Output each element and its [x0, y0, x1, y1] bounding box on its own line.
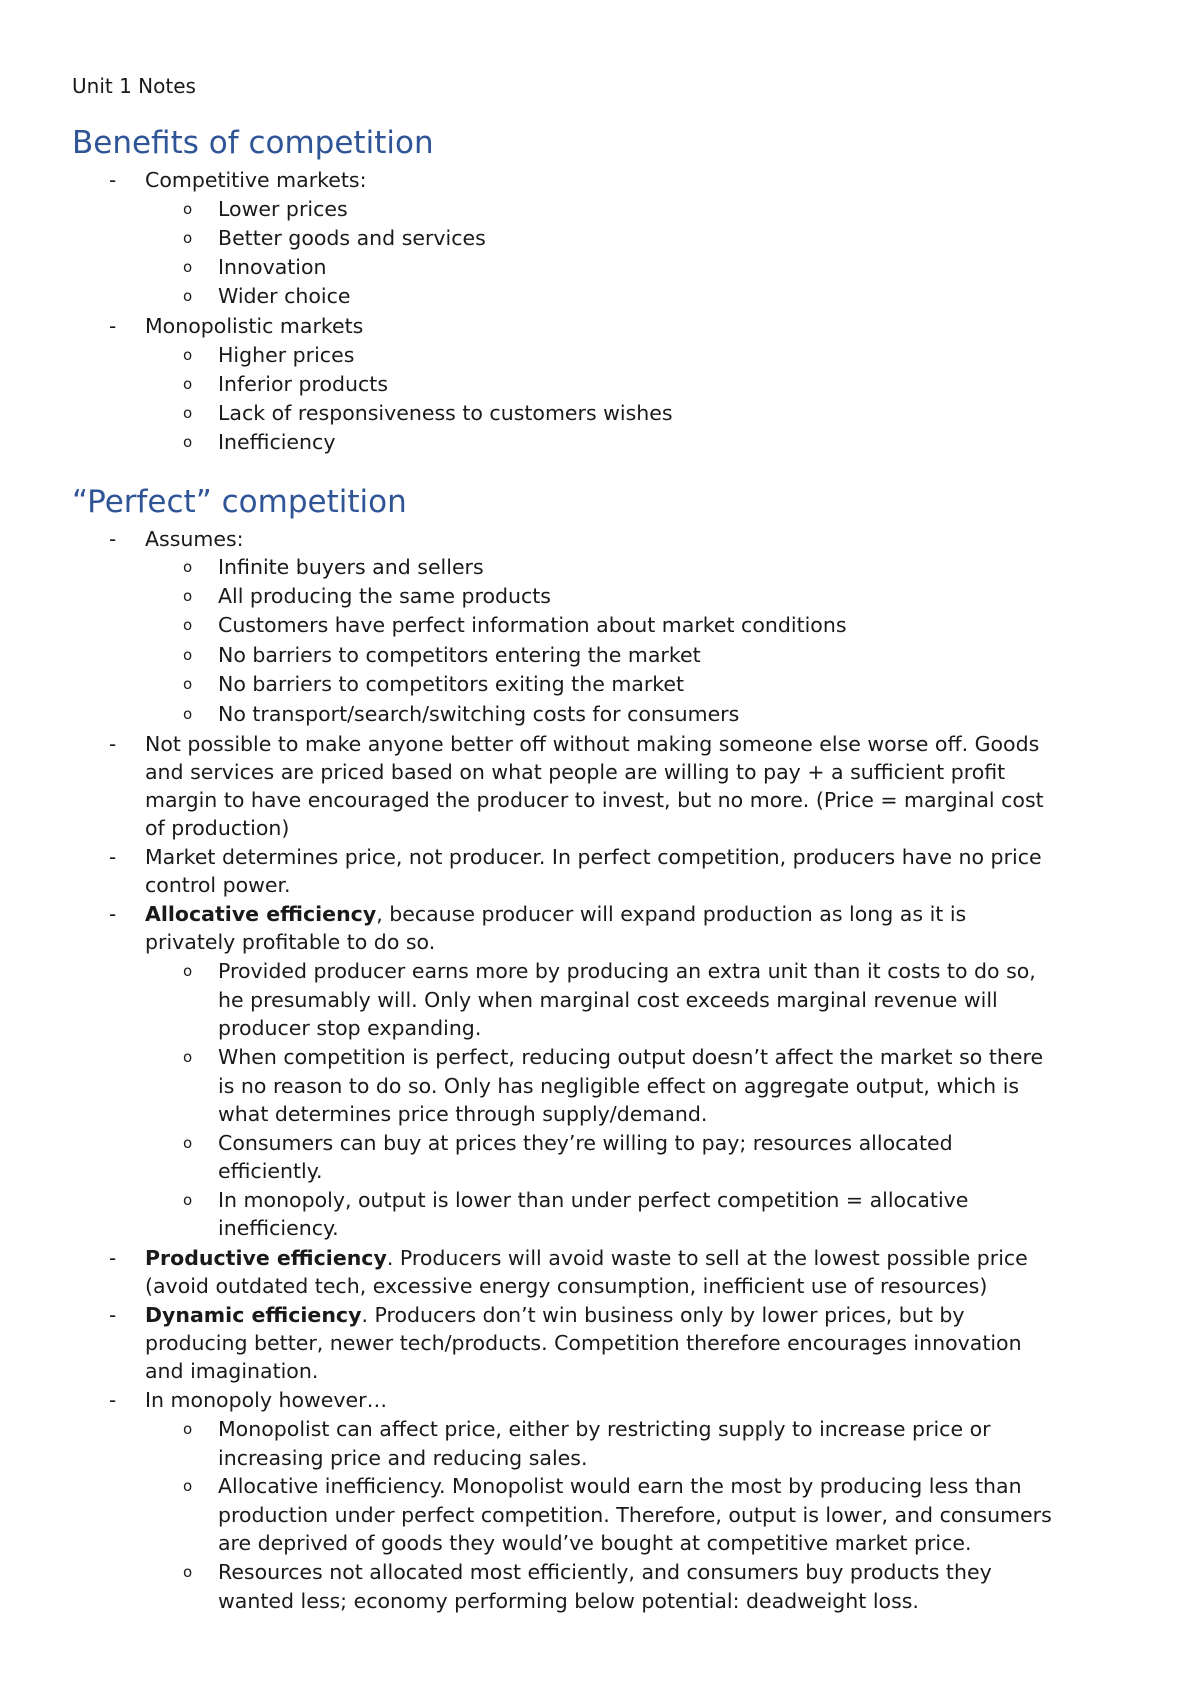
dash-marker: - [109, 902, 117, 926]
dash-marker: - [109, 314, 117, 338]
list-item: Inefficiency [218, 430, 336, 454]
bullet-marker: o [183, 258, 193, 276]
bullet-marker: o [183, 558, 193, 576]
list-item: Higher prices [218, 343, 355, 367]
list-item-line: Allocative inefficiency. Monopolist would earn the most by producing less than [218, 1474, 1022, 1498]
bullet-marker: o [183, 404, 193, 422]
list-item-line: Provided producer earns more by producing an extra unit than it costs to do so, [218, 959, 1036, 983]
bullet-marker: o [183, 1477, 193, 1495]
list-item-line: efficiently. [218, 1159, 323, 1183]
monopoly-however-label: In monopoly however… [145, 1388, 388, 1412]
list-item: Wider choice [218, 284, 351, 308]
list-item-line: Resources not allocated most efficiently, and consumers buy products they [218, 1560, 992, 1584]
dash-marker: - [109, 1303, 117, 1327]
list-item-line: production under perfect competition. Therefore, output is lower, and consumers [218, 1503, 1052, 1527]
list-item: Infinite buyers and sellers [218, 555, 484, 579]
list-item: No transport/search/switching costs for consumers [218, 702, 740, 726]
bullet-marker: o [183, 200, 193, 218]
bullet-marker: o [183, 433, 193, 451]
list-item: No barriers to competitors entering the market [218, 643, 701, 667]
assumes-label: Assumes: [145, 527, 244, 551]
list-item: Inferior products [218, 372, 389, 396]
allocative-efficiency-line: privately profitable to do so. [145, 930, 436, 954]
allocative-efficiency-line [145, 900, 966, 928]
competitive-markets-label: Competitive markets: [145, 168, 367, 192]
bullet-marker: o [183, 375, 193, 393]
heading-perfect-competition: “Perfect” competition [72, 484, 407, 520]
allocative-efficiency-term: Allocative efficiency [145, 902, 377, 926]
list-item: Better goods and services [218, 226, 486, 250]
list-item-line: he presumably will. Only when marginal cost exceeds marginal revenue will [218, 988, 998, 1012]
bullet-marker: o [183, 346, 193, 364]
bullet-marker: o [183, 962, 193, 980]
dash-marker: - [109, 732, 117, 756]
bullet-marker: o [183, 229, 193, 247]
dynamic-efficiency-line: producing better, newer tech/products. Competition therefore encourages innovation [145, 1331, 1022, 1355]
bullet-marker: o [183, 1563, 193, 1581]
bullet-marker: o [183, 705, 193, 723]
pareto-line: and services are priced based on what people are willing to pay + a sufficient profit [145, 760, 1006, 784]
bullet-marker: o [183, 587, 193, 605]
market-price-line: Market determines price, not producer. In perfect competition, producers have no price [145, 845, 1042, 869]
pareto-line: margin to have encouraged the producer to invest, but no more. (Price = marginal cost [145, 788, 1044, 812]
list-item: Lower prices [218, 197, 348, 221]
list-item: Lack of responsiveness to customers wishes [218, 401, 673, 425]
list-item-line: Monopolist can affect price, either by restricting supply to increase price or [218, 1417, 991, 1441]
dash-marker: - [109, 168, 117, 192]
list-item: Customers have perfect information about market conditions [218, 613, 847, 637]
dash-marker: - [109, 1388, 117, 1412]
pareto-line: Not possible to make anyone better off without making someone else worse off. Goods [145, 732, 1040, 756]
bullet-marker: o [183, 1048, 193, 1066]
productive-efficiency-line: (avoid outdated tech, excessive energy consumption, inefficient use of resources) [145, 1274, 988, 1298]
list-item-line: In monopoly, output is lower than under perfect competition = allocative [218, 1188, 969, 1212]
bullet-marker: o [183, 675, 193, 693]
productive-efficiency-text: . Producers will avoid waste to sell at the lowest possible price [386, 1246, 1028, 1270]
dynamic-efficiency-line [145, 1301, 965, 1329]
list-item: Innovation [218, 255, 327, 279]
document-title: Unit 1 Notes [72, 74, 196, 98]
productive-efficiency-term: Productive efficiency [145, 1246, 387, 1270]
list-item-line: wanted less; economy performing below potential: deadweight loss. [218, 1589, 919, 1613]
dynamic-efficiency-text: . Producers don’t win business only by lower prices, but by [361, 1303, 965, 1327]
pareto-line: of production) [145, 816, 290, 840]
dash-marker: - [109, 845, 117, 869]
list-item-line: inefficiency. [218, 1216, 339, 1240]
monopolistic-markets-label: Monopolistic markets [145, 314, 364, 338]
bullet-marker: o [183, 1134, 193, 1152]
list-item-line: increasing price and reducing sales. [218, 1446, 588, 1470]
list-item-line: producer stop expanding. [218, 1016, 482, 1040]
market-price-line: control power. [145, 873, 291, 897]
dynamic-efficiency-line: and imagination. [145, 1359, 319, 1383]
list-item-line: what determines price through supply/demand. [218, 1102, 708, 1126]
bullet-marker: o [183, 1420, 193, 1438]
list-item-line: When competition is perfect, reducing output doesn’t affect the market so there [218, 1045, 1044, 1069]
bullet-marker: o [183, 287, 193, 305]
productive-efficiency-line [145, 1244, 1028, 1272]
heading-benefits-of-competition: Benefits of competition [72, 125, 434, 161]
dash-marker: - [109, 527, 117, 551]
dash-marker: - [109, 1246, 117, 1270]
list-item-line: Consumers can buy at prices they’re willing to pay; resources allocated [218, 1131, 953, 1155]
dynamic-efficiency-term: Dynamic efficiency [145, 1303, 362, 1327]
bullet-marker: o [183, 1191, 193, 1209]
bullet-marker: o [183, 646, 193, 664]
list-item: All producing the same products [218, 584, 551, 608]
list-item-line: is no reason to do so. Only has negligible effect on aggregate output, which is [218, 1074, 1020, 1098]
allocative-efficiency-text: , because producer will expand production as long as it is [376, 902, 967, 926]
list-item-line: are deprived of goods they would’ve bought at competitive market price. [218, 1531, 972, 1555]
list-item: No barriers to competitors exiting the market [218, 672, 685, 696]
bullet-marker: o [183, 616, 193, 634]
